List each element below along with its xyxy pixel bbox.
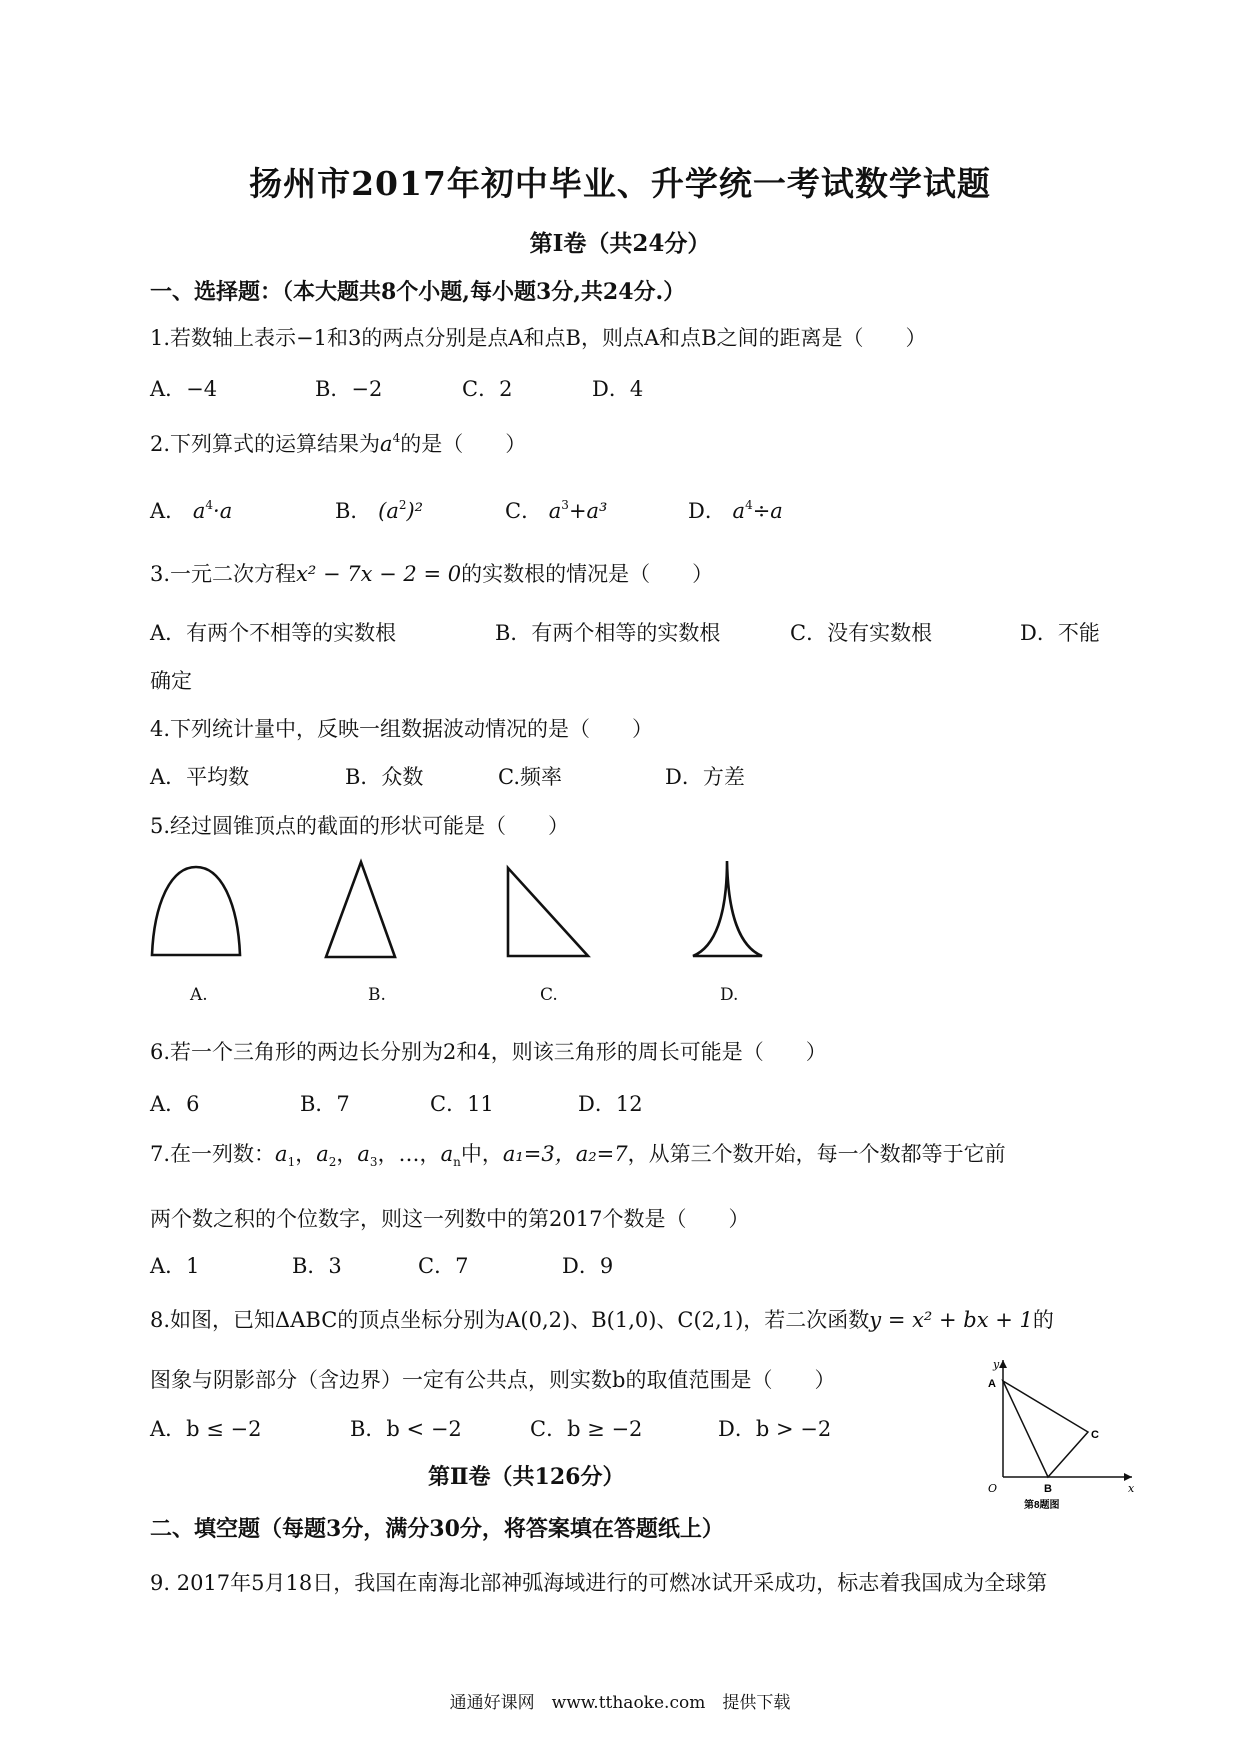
q8-line1	[150, 1304, 1054, 1334]
q6-option-b: B．7	[300, 1092, 350, 1116]
q7-seq-a2-sub: 2	[328, 1155, 337, 1169]
q3-stem-post: 的实数根的情况是（ ）	[461, 562, 714, 586]
q8-figure	[960, 1350, 1140, 1510]
q6-option-a: A．6	[150, 1092, 200, 1116]
q8-option-c: C．b ≥ −2	[530, 1417, 643, 1441]
q8-label-b: B	[1044, 1483, 1052, 1495]
q2-stem-pre: 2.下列算式的运算结果为	[150, 432, 381, 456]
q3-option-d-wrap: 确定	[150, 669, 192, 693]
page-title: 扬州市2017年初中毕业、升学统一考试数学试题	[249, 164, 991, 203]
q5-label-b: B.	[368, 985, 386, 1005]
q7-an-sub: n	[453, 1155, 461, 1169]
q2-option-b-rest: )²	[406, 499, 424, 523]
q7-line1-mid: ，…，	[377, 1142, 441, 1166]
q6-option-c: C．11	[430, 1092, 494, 1116]
part1-heading: 第Ⅰ卷（共24分）	[529, 230, 711, 257]
q1-option-d: D．4	[592, 377, 644, 401]
q8-line1-post: 的	[1032, 1308, 1054, 1332]
q2-stem-exp: 4	[392, 431, 401, 445]
q1-option-a: A．−4	[150, 377, 218, 401]
q8-y-arrow-icon	[999, 1360, 1007, 1368]
q8-label-origin: O	[988, 1482, 998, 1495]
q5-label-d: D.	[720, 985, 739, 1005]
q4-option-a: A．平均数	[150, 765, 250, 789]
section2-heading: 二、填空题（每题3分，满分30分，将答案填在答题纸上）	[150, 1516, 724, 1542]
q2-option-a-exp: 4	[205, 498, 214, 512]
q8-line1-text: 8.如图，已知ΔABC的顶点坐标分别为A(0,2)、B(1,0)、C(2,1)，若二次函数	[150, 1308, 870, 1332]
q7-line1-post: ，从第三个数开始，每一个数都等于它前	[627, 1142, 1006, 1166]
q8-function: y = x² + bx + 1	[869, 1308, 1033, 1332]
q8-label-a: A	[988, 1378, 996, 1390]
q5-shape-d-hyperbolic	[685, 855, 770, 965]
q5-stem: 5.经过圆锥顶点的截面的形状可能是（ ）	[150, 814, 570, 838]
q2-option-b-base: (a	[378, 499, 399, 523]
q2-option-b	[335, 495, 423, 525]
q8-triangle-abc	[1003, 1381, 1088, 1477]
q2-option-b-exp: 2	[398, 498, 407, 512]
q7-line1: 7.在一列数：$a_1$，$a_2$，$a_3$，…，$a_n$中，a₁=3，a₂=7，从第三个数开始，每一个数都等于它前	[150, 1142, 1006, 1169]
q3-equation: x² − 7x − 2 = 0	[296, 562, 462, 586]
q1-option-c: C．2	[462, 377, 513, 401]
q4-option-b: B．众数	[345, 765, 424, 789]
q2-stem-var: a	[380, 432, 393, 456]
q7-option-a: A．1	[150, 1254, 200, 1278]
q2-option-c-exp: 3	[561, 498, 569, 512]
q1-stem: 1.若数轴上表示−1和3的两点分别是点A和点B，则点A和点B之间的距离是（ ）	[150, 326, 927, 350]
q8-x-arrow-icon	[1124, 1473, 1132, 1481]
q2-option-d-base: a	[732, 499, 746, 523]
part2-heading: 第Ⅱ卷（共126分）	[428, 1464, 625, 1490]
q2-stem-post: 的是（ ）	[400, 432, 527, 456]
q2-stem	[150, 428, 526, 458]
q8-line2: 图象与阴影部分（含边界）一定有公共点，则实数b的取值范围是（ ）	[150, 1368, 836, 1392]
q7-option-c: C．7	[418, 1254, 469, 1278]
q4-option-d: D．方差	[665, 765, 745, 789]
q8-option-d: D．b > −2	[718, 1417, 832, 1441]
q8-figure-caption: 第8题图	[1024, 1500, 1060, 1511]
q5-shape-a-parabolic	[140, 855, 250, 965]
q7-line1-cond-pre: 中，	[460, 1142, 503, 1166]
q5-label-c: C.	[540, 985, 558, 1005]
q6-option-d: D．12	[578, 1092, 643, 1116]
q8-label-c: C	[1091, 1429, 1099, 1441]
q8-option-b: B．b < −2	[350, 1417, 462, 1441]
q2-option-b-label: B．	[335, 499, 372, 523]
q2-option-a-base: a	[192, 499, 206, 523]
q7-line2: 两个数之积的个位数字，则这一列数中的第2017个数是（ ）	[150, 1207, 750, 1231]
q7-option-b: B．3	[292, 1254, 342, 1278]
q9-stem: 9. 2017年5月18日，我国在南海北部神弧海域进行的可燃冰试开采成功，标志着我国成为全球第	[150, 1571, 1048, 1595]
q4-option-c: C.频率	[498, 765, 562, 789]
q2-option-c-rest: +a³	[568, 499, 608, 523]
q2-option-a-rest: ·a	[213, 499, 233, 523]
q3-option-c: C．没有实数根	[790, 621, 933, 645]
q7-line1-pre: 7.在一列数：	[150, 1142, 276, 1166]
q6-stem: 6.若一个三角形的两边长分别为2和4，则该三角形的周长可能是（ ）	[150, 1040, 827, 1064]
q7-seq-a1-sub: 1	[287, 1155, 296, 1169]
q5-shape-b-triangle	[315, 855, 405, 965]
q7-seq-a3: a	[357, 1142, 370, 1166]
q2-option-c-label: C．	[505, 499, 543, 523]
q8-option-a: A．b ≤ −2	[150, 1417, 262, 1441]
q4-stem: 4.下列统计量中，反映一组数据波动情况的是（ ）	[150, 717, 654, 741]
q2-option-d	[688, 495, 783, 525]
q7-seq-a3-sub: 3	[369, 1155, 378, 1169]
q2-option-c	[505, 495, 607, 525]
q7-conditions: a₁=3，a₂=7	[502, 1142, 628, 1166]
q3-stem-pre: 3.一元二次方程	[150, 562, 297, 586]
q3-option-b: B．有两个相等的实数根	[495, 621, 721, 645]
q7-seq-a2: a	[316, 1142, 329, 1166]
q2-option-a-label: A．	[150, 499, 187, 523]
q3-option-a: A．有两个不相等的实数根	[150, 621, 397, 645]
q7-an: a	[440, 1142, 454, 1166]
q3-stem	[150, 558, 713, 588]
q5-label-a: A.	[190, 985, 208, 1005]
q7-seq-a1: a	[275, 1142, 288, 1166]
section1-heading: 一、选择题：（本大题共8个小题,每小题3分,共24分.）	[150, 279, 686, 305]
q2-option-c-base: a	[548, 499, 562, 523]
q1-option-b: B．−2	[315, 377, 383, 401]
q3-option-d: D．不能	[1020, 621, 1100, 645]
q7-option-d: D．9	[562, 1254, 614, 1278]
q2-option-d-label: D．	[688, 499, 726, 523]
q2-option-a	[150, 495, 232, 525]
q2-option-d-exp: 4	[745, 498, 753, 512]
q2-option-d-rest: ÷a	[752, 499, 783, 523]
q8-label-x: x	[1128, 1482, 1135, 1495]
footer-download-note: 通通好课网 www.tthaoke.com 提供下载	[449, 1693, 791, 1713]
q8-label-y: y	[993, 1358, 1000, 1371]
q5-shape-c-right-triangle	[500, 860, 600, 965]
